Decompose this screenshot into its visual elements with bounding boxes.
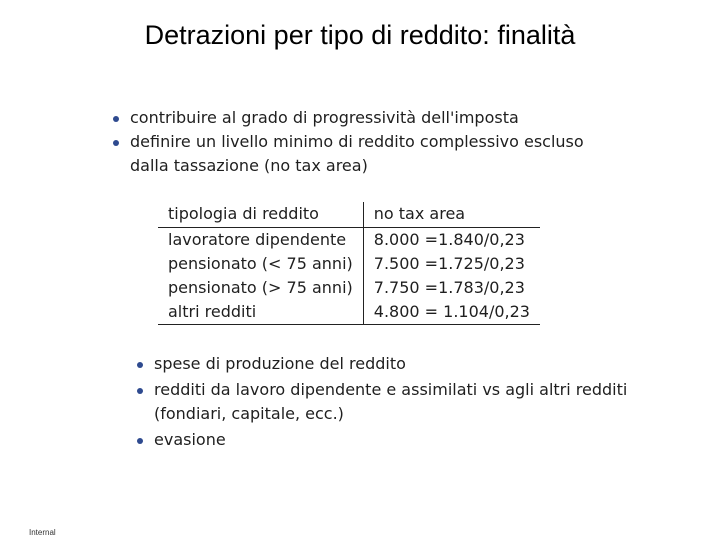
bullet-text: contribuire al grado di progressività dell'imposta (130, 108, 519, 127)
bottom-bullet-list (134, 352, 634, 454)
table-row (158, 300, 540, 325)
bullet-dot-icon (113, 116, 119, 122)
table-cell: 7.500 =1.725/0,23 (373, 254, 525, 273)
column-header-no-tax-area: no tax area (363, 202, 540, 228)
bullet-text: definire un livello minimo di reddito complessivo escluso dalla tassazione (no tax area) (130, 132, 584, 175)
bullet-item (110, 106, 600, 130)
table-row (158, 228, 540, 253)
table-cell: 4.800 = 1.104/0,23 (363, 300, 540, 325)
table-cell: lavoratore dipendente (158, 228, 363, 253)
table-cell: pensionato (> 75 anni) (158, 276, 363, 300)
table-cell: 7.750 =1.783/0,23 (373, 278, 525, 297)
column-header-tipologia: tipologia di reddito (158, 202, 363, 228)
table-cell: pensionato (< 75 anni) (158, 252, 363, 276)
bullet-text: spese di produzione del reddito (154, 354, 406, 373)
bullet-item (110, 130, 600, 178)
table-cell: altri redditi (158, 300, 363, 325)
table-row (158, 276, 540, 300)
table-cell: 8.000 =1.840/0,23 (373, 230, 525, 249)
bullet-item (134, 378, 634, 426)
bullet-item (134, 428, 634, 452)
bullet-dot-icon (137, 438, 143, 444)
bullet-text: evasione (154, 430, 226, 449)
bullet-dot-icon (137, 388, 143, 394)
bullet-text: redditi da lavoro dipendente e assimilati vs agli altri redditi (fondiari, capitale, ecc.) (154, 380, 628, 423)
footer-classification-label: Internal (29, 528, 56, 537)
no-tax-area-table (158, 202, 540, 325)
bullet-dot-icon (137, 362, 143, 368)
slide-title: Detrazioni per tipo di reddito: finalità (144, 20, 576, 50)
bullet-dot-icon (113, 140, 119, 146)
top-bullet-list (110, 106, 600, 178)
bullet-item (134, 352, 634, 376)
table-row (158, 252, 540, 276)
table-header-row (158, 202, 540, 228)
